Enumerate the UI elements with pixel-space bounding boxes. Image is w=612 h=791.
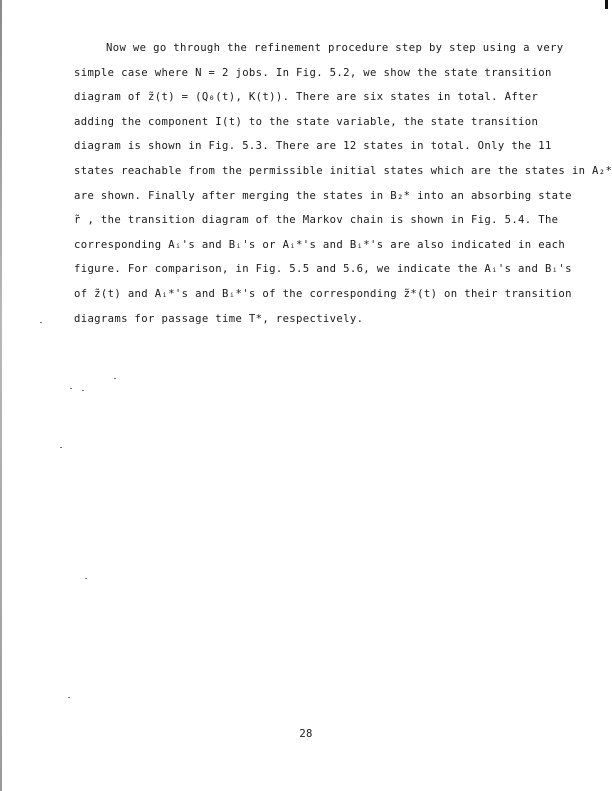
scan-edge bbox=[0, 0, 2, 791]
paragraph-line: r̃ , the transition diagram of the Markov chain is shown in Fig. 5.4. The bbox=[74, 214, 559, 227]
scan-speck bbox=[60, 447, 62, 448]
paragraph-line: diagram of z̃(t) = (Q₀(t), K(t)). There are six states in total. After bbox=[74, 91, 539, 104]
paragraph-line: figure. For comparison, in Fig. 5.5 and 5.6, we indicate the Aᵢ's and Bᵢ's bbox=[74, 263, 572, 276]
paragraph-line: states reachable from the permissible initial states which are the states in A₂* bbox=[74, 164, 612, 177]
body-paragraph bbox=[74, 36, 612, 331]
scan-speck bbox=[70, 388, 72, 389]
paragraph-line: diagrams for passage time T*, respectively. bbox=[74, 312, 364, 325]
page-number: 28 bbox=[299, 728, 313, 740]
paragraph-line: are shown. Finally after merging the states in B₂* into an absorbing state bbox=[74, 189, 572, 202]
paragraph-line: of z̃(t) and Aᵢ*'s and Bᵢ*'s of the corresponding z̃*(t) on their transition bbox=[74, 287, 572, 300]
paragraph-line: adding the component I(t) to the state variable, the state transition bbox=[74, 115, 539, 128]
paragraph-line: corresponding Aᵢ's and Bᵢ's or Aᵢ*'s and Bᵢ*'s are also indicated in each bbox=[74, 238, 566, 251]
scan-speck bbox=[114, 378, 116, 379]
scan-corner-mark bbox=[605, 0, 608, 9]
scan-speck bbox=[68, 697, 70, 698]
scan-speck bbox=[40, 322, 42, 323]
scan-speck bbox=[85, 578, 87, 579]
paragraph-line: simple case where N = 2 jobs. In Fig. 5.2, we show the state transition bbox=[74, 66, 552, 79]
paragraph-line: diagram is shown in Fig. 5.3. There are 12 states in total. Only the 11 bbox=[74, 140, 552, 153]
paragraph-line: Now we go through the refinement procedure step by step using a very bbox=[106, 42, 564, 54]
scan-speck bbox=[82, 390, 84, 391]
